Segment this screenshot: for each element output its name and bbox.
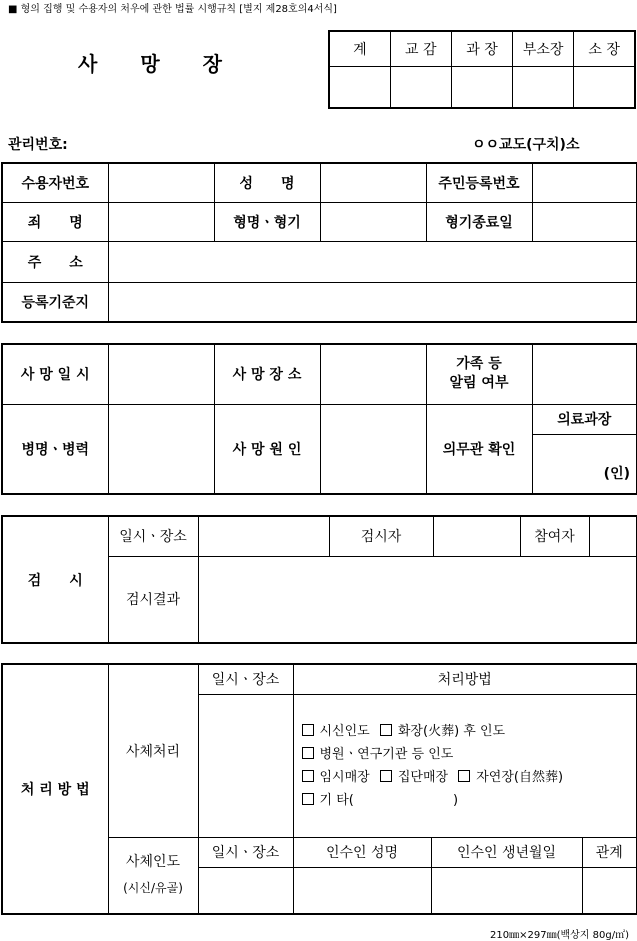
approval-label-vice-warden: 부소장 bbox=[513, 31, 574, 66]
relation-label: 관계 bbox=[582, 837, 637, 867]
registered-domicile-field[interactable] bbox=[108, 282, 637, 322]
relation-field[interactable] bbox=[582, 867, 637, 914]
body-transfer-label bbox=[108, 837, 198, 914]
death-datetime-field[interactable] bbox=[108, 344, 214, 404]
option-other: 기 타( ) bbox=[319, 792, 459, 808]
option-natural-burial: 자연장(自然葬) bbox=[476, 769, 564, 785]
approval-label-section-chief: 과 장 bbox=[451, 31, 512, 66]
name-label: 성 명 bbox=[214, 163, 320, 202]
option-body-delivery: 시신인도 bbox=[319, 723, 370, 739]
sentence-end-label: 형기종료일 bbox=[426, 202, 532, 241]
approval-sign-warden[interactable] bbox=[574, 66, 635, 108]
body-transfer-subtitle: (시신/유골) bbox=[123, 881, 183, 896]
autopsy-datetime-field[interactable] bbox=[198, 516, 329, 556]
address-field[interactable] bbox=[108, 241, 637, 282]
recipient-name-label: 인수인 성명 bbox=[293, 837, 431, 867]
option-hospital-delivery: 병원ㆍ연구기관 등 인도 bbox=[319, 746, 454, 762]
recipient-name-field[interactable] bbox=[293, 867, 431, 914]
checkbox-natural-burial[interactable] bbox=[458, 770, 470, 782]
page-title: 사 망 장 bbox=[78, 52, 223, 76]
method-option-row-1 bbox=[302, 720, 637, 743]
family-notice-field[interactable] bbox=[532, 344, 637, 404]
examiner-field[interactable] bbox=[433, 516, 520, 556]
family-notice-label bbox=[426, 344, 532, 404]
crime-label: 죄 명 bbox=[2, 202, 108, 241]
institution-name: ㅇㅇ교도(구치)소 bbox=[472, 137, 580, 153]
inmate-number-label: 수용자번호 bbox=[2, 163, 108, 202]
approval-sign-deputy[interactable] bbox=[390, 66, 451, 108]
sentence-label: 형명ㆍ형기 bbox=[214, 202, 320, 241]
checkbox-temporary-burial[interactable] bbox=[302, 770, 314, 782]
inmate-info-table bbox=[1, 162, 637, 323]
autopsy-result-field[interactable] bbox=[198, 556, 637, 643]
approval-label-deputy: 교 감 bbox=[390, 31, 451, 66]
body-handling-label: 사체처리 bbox=[108, 664, 198, 837]
handling-title: 처 리 방 법 bbox=[2, 664, 108, 914]
autopsy-result-label: 검시결과 bbox=[108, 556, 198, 643]
resident-number-field[interactable] bbox=[532, 163, 637, 202]
checkbox-group-burial[interactable] bbox=[380, 770, 392, 782]
method-option-row-3 bbox=[302, 766, 637, 789]
approval-table bbox=[328, 30, 636, 109]
death-datetime-label: 사 망 일 시 bbox=[2, 344, 108, 404]
handling-method-options bbox=[293, 694, 637, 837]
seal-mark: (인) bbox=[603, 466, 630, 482]
approval-label-staff: 계 bbox=[329, 31, 390, 66]
medical-officer-label: 의무관 확인 bbox=[426, 404, 532, 494]
checkbox-other[interactable] bbox=[302, 793, 314, 805]
handling-datetime-label: 일시ㆍ장소 bbox=[198, 664, 293, 694]
checkbox-hospital-delivery[interactable] bbox=[302, 747, 314, 759]
examiner-label: 검시자 bbox=[329, 516, 433, 556]
death-cause-field[interactable] bbox=[320, 404, 426, 494]
management-number-label: 관리번호: bbox=[8, 137, 68, 153]
registered-domicile-label: 등록기준지 bbox=[2, 282, 108, 322]
crime-field[interactable] bbox=[108, 202, 214, 241]
medical-dept-seal-field[interactable] bbox=[532, 434, 637, 494]
method-option-row-2 bbox=[302, 743, 637, 766]
form-reference-note: ■ 형의 집행 및 수용자의 처우에 관한 법률 시행규칙 [별지 제28호의4서식] bbox=[8, 4, 337, 15]
paper-spec-footer: 210㎜×297㎜(백상지 80g/㎡) bbox=[490, 930, 629, 941]
family-notice-label-line2: 알림 여부 bbox=[449, 375, 509, 392]
illness-label: 병명ㆍ병력 bbox=[2, 404, 108, 494]
death-place-field[interactable] bbox=[320, 344, 426, 404]
approval-sign-staff[interactable] bbox=[329, 66, 390, 108]
method-option-row-4 bbox=[302, 789, 637, 812]
recipient-birth-field[interactable] bbox=[431, 867, 582, 914]
resident-number-label: 주민등록번호 bbox=[426, 163, 532, 202]
sentence-end-field[interactable] bbox=[532, 202, 637, 241]
checkbox-cremation-delivery[interactable] bbox=[380, 724, 392, 736]
autopsy-table bbox=[1, 515, 637, 644]
option-temporary-burial: 임시매장 bbox=[319, 769, 370, 785]
transfer-datetime-label: 일시ㆍ장소 bbox=[198, 837, 293, 867]
autopsy-datetime-label: 일시ㆍ장소 bbox=[108, 516, 198, 556]
address-label: 주 소 bbox=[2, 241, 108, 282]
body-transfer-title: 사체인도 bbox=[125, 854, 181, 871]
attendee-label: 참여자 bbox=[520, 516, 589, 556]
option-group-burial: 집단매장 bbox=[397, 769, 449, 785]
transfer-datetime-field[interactable] bbox=[198, 867, 293, 914]
approval-label-warden: 소 장 bbox=[574, 31, 635, 66]
handling-method-label: 처리방법 bbox=[293, 664, 637, 694]
approval-sign-section-chief[interactable] bbox=[451, 66, 512, 108]
name-field[interactable] bbox=[320, 163, 426, 202]
death-place-label: 사 망 장 소 bbox=[214, 344, 320, 404]
inmate-number-field[interactable] bbox=[108, 163, 214, 202]
medical-dept-label: 의료과장 bbox=[532, 404, 637, 434]
approval-sign-vice-warden[interactable] bbox=[513, 66, 574, 108]
handling-table bbox=[1, 663, 637, 915]
autopsy-title: 검 시 bbox=[2, 516, 108, 643]
option-cremation-delivery: 화장(火葬) 후 인도 bbox=[397, 723, 506, 739]
death-info-table bbox=[1, 343, 637, 495]
illness-field[interactable] bbox=[108, 404, 214, 494]
checkbox-body-delivery[interactable] bbox=[302, 724, 314, 736]
family-notice-label-line1: 가족 등 bbox=[456, 356, 502, 373]
handling-datetime-field[interactable] bbox=[198, 694, 293, 837]
attendee-field[interactable] bbox=[589, 516, 637, 556]
sentence-field[interactable] bbox=[320, 202, 426, 241]
death-cause-label: 사 망 원 인 bbox=[214, 404, 320, 494]
recipient-birth-label: 인수인 생년월일 bbox=[431, 837, 582, 867]
